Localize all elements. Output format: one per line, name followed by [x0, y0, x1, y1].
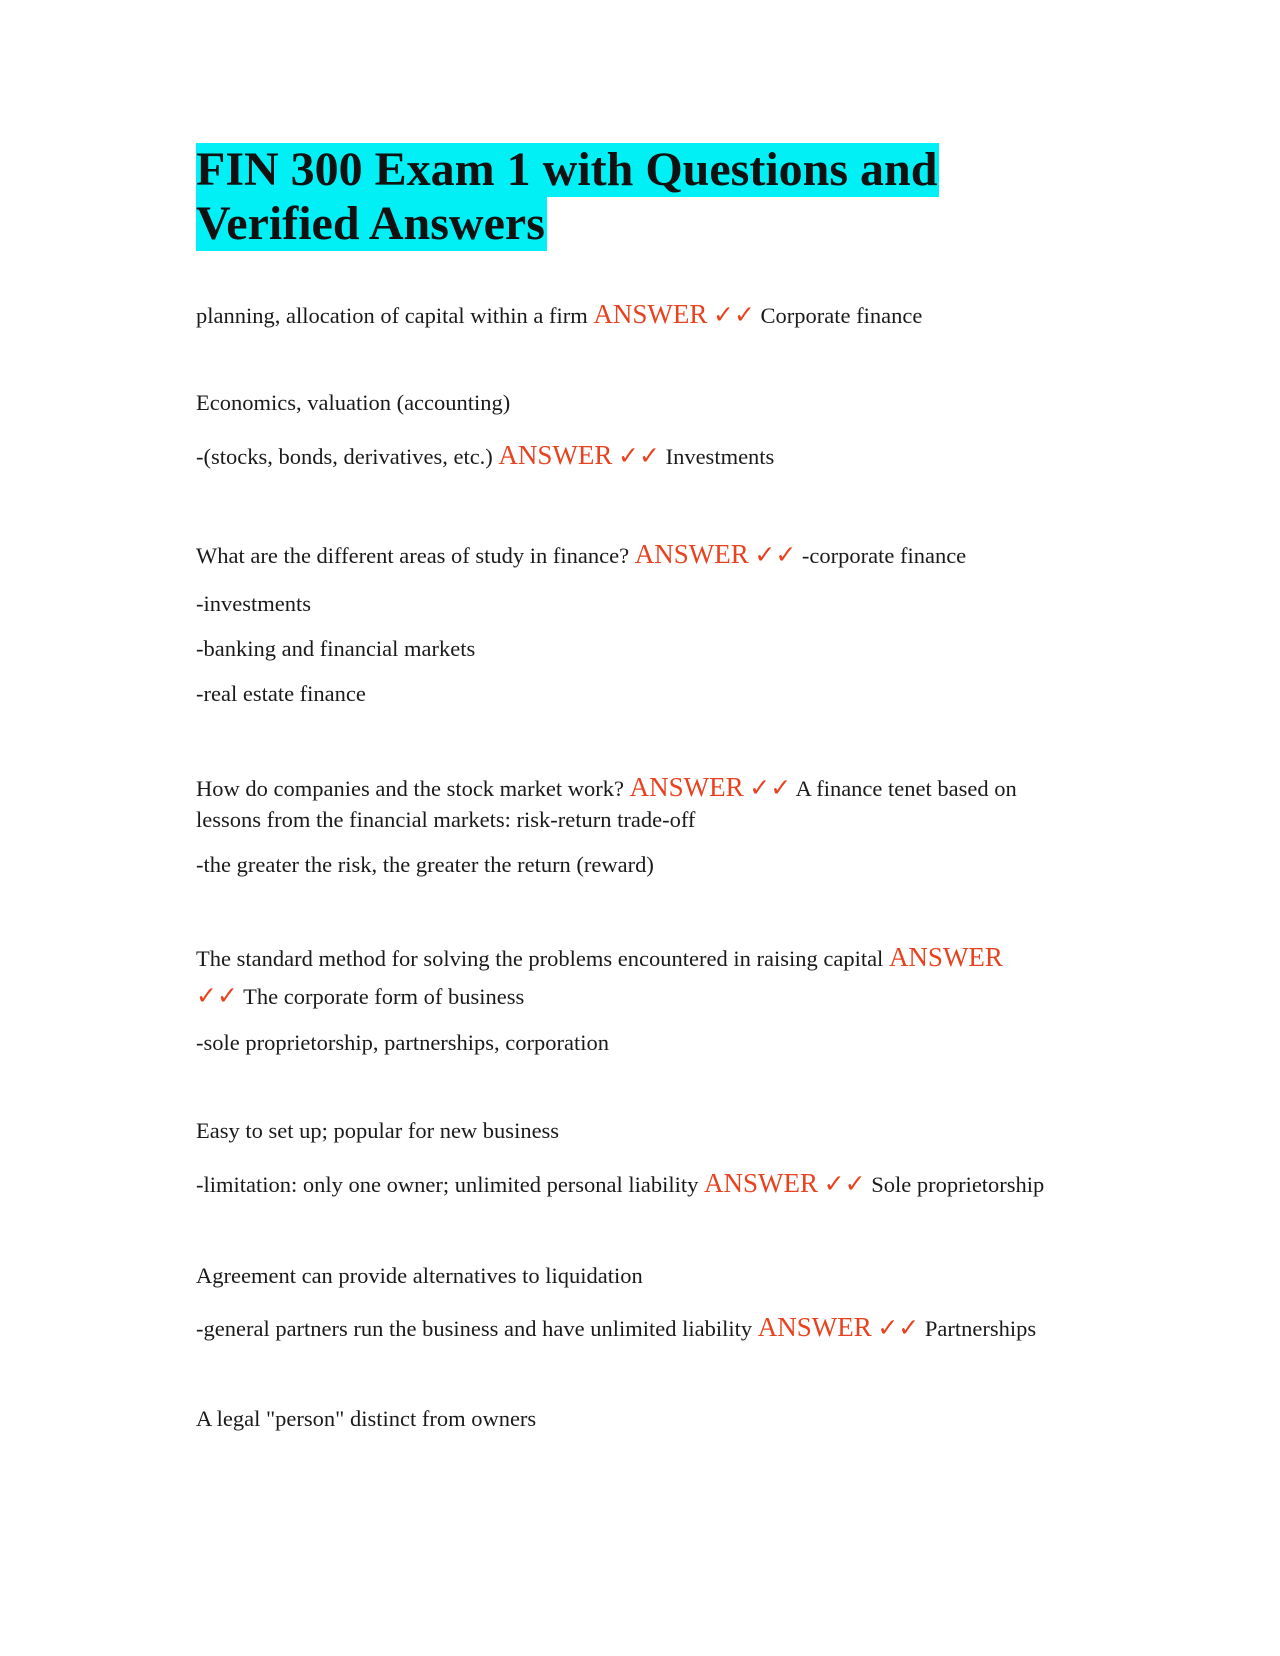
- check-marks-icon: ✓✓: [196, 981, 238, 1010]
- answer-text: The corporate form of business: [243, 984, 525, 1009]
- question-text: -(stocks, bonds, derivatives, etc.): [196, 444, 493, 469]
- answer-label: ANSWER: [888, 942, 1003, 972]
- qa-line: [196, 771, 1017, 805]
- qa-line: [196, 538, 966, 572]
- answer-text: -corporate finance: [801, 543, 967, 568]
- answer-line: [196, 1027, 609, 1059]
- check-marks-icon: ✓✓: [749, 773, 792, 802]
- question-line: [196, 1403, 536, 1435]
- question-text: What are the different areas of study in finance?: [196, 543, 630, 568]
- answer-line: [196, 588, 311, 620]
- answer-label: ANSWER: [704, 1168, 819, 1198]
- question-text: planning, allocation of capital within a firm: [196, 303, 588, 328]
- question-text: -limitation: only one owner; unlimited personal liability: [196, 1172, 699, 1197]
- answer-text: -investments: [196, 591, 311, 616]
- question-line: [196, 387, 510, 419]
- qa-line: [196, 298, 922, 332]
- answer-text: -sole proprietorship, partnerships, corporation: [196, 1030, 610, 1055]
- title-line-1: FIN 300 Exam 1 with Questions and: [196, 143, 938, 196]
- answer-line: [196, 678, 366, 710]
- check-marks-icon: ✓✓: [823, 1169, 866, 1198]
- answer-text: -the greater the risk, the greater the return (reward): [196, 852, 654, 877]
- question-text: Easy to set up; popular for new business: [196, 1118, 560, 1143]
- qa-line: [196, 980, 524, 1013]
- question-line: [196, 1260, 643, 1292]
- answer-text: -banking and financial markets: [196, 636, 476, 661]
- answer-line: [196, 804, 695, 836]
- answer-label: ANSWER: [593, 299, 708, 329]
- answer-line: [196, 849, 654, 881]
- check-marks-icon: ✓✓: [713, 300, 755, 329]
- answer-line: [196, 633, 475, 665]
- answer-text: Corporate finance: [760, 303, 923, 328]
- question-text: -general partners run the business and have unlimited liability: [196, 1316, 753, 1341]
- check-marks-icon: ✓✓: [618, 441, 660, 470]
- answer-label: ANSWER: [757, 1312, 872, 1342]
- question-text: How do companies and the stock market work?: [196, 776, 625, 801]
- answer-text: Investments: [665, 444, 775, 469]
- answer-text: -real estate finance: [196, 681, 366, 706]
- answer-label: ANSWER: [498, 440, 613, 470]
- answer-label: ANSWER: [629, 772, 744, 802]
- document-title: [196, 143, 956, 251]
- question-text: Agreement can provide alternatives to liquidation: [196, 1263, 643, 1288]
- answer-text: lessons from the financial markets: risk-return trade-off: [196, 807, 696, 832]
- answer-text: Sole proprietorship: [871, 1172, 1045, 1197]
- answer-text: A finance tenet based on: [795, 776, 1017, 801]
- qa-line: [196, 1311, 1036, 1345]
- answer-text: Partnerships: [924, 1316, 1037, 1341]
- answer-label: ANSWER: [634, 539, 749, 569]
- question-text: A legal "person" distinct from owners: [196, 1406, 537, 1431]
- check-marks-icon: ✓✓: [877, 1313, 920, 1342]
- qa-line: [196, 941, 1003, 975]
- question-text: Economics, valuation (accounting): [196, 390, 511, 415]
- title-line-2: Verified Answers: [196, 197, 545, 250]
- question-text: The standard method for solving the problems encountered in raising capital: [196, 946, 884, 971]
- qa-line: [196, 439, 774, 473]
- qa-line: [196, 1167, 1044, 1201]
- question-line: [196, 1115, 559, 1147]
- check-marks-icon: ✓✓: [754, 540, 797, 569]
